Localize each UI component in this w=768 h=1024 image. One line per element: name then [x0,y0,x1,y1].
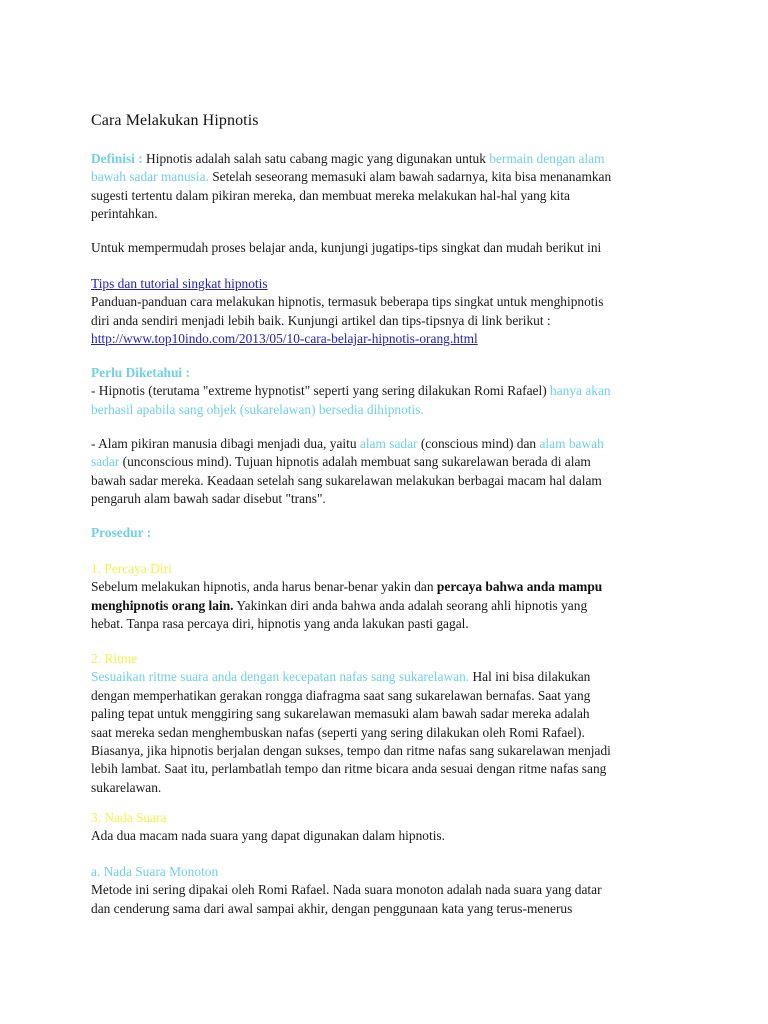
step-1-bold: percaya bahwa anda mampu [436,579,603,595]
step-2-text: Hal ini bisa dilakukan [469,669,591,685]
step-3a-heading: a. Nada Suara Monoton [91,864,219,879]
definition-label: Definisi : [91,151,143,166]
alam-text: - Alam pikiran manusia dibagi menjadi dua, yaitu [91,436,360,451]
step-2-text: sukarelawan. [91,779,162,795]
page-title: Cara Melakukan Hipnotis [91,112,259,129]
definition-text: Setelah seseorang memasuki alam bawah sadarnya, kita bisa menanamkan [208,169,612,185]
step-1-heading: 1. Percaya Diri [91,561,172,576]
intro-text: Untuk mempermudah proses belajar anda, kunjungi jugatips-tips singkat dan mudah berikut ini [91,240,602,255]
perlu-text: - Hipnotis (terutama "extreme hypnotist" seperti yang sering dilakukan Romi Rafael) [91,383,551,399]
definition-highlight: bermain dengan alam [489,151,605,166]
alam-text: bawah sadar mereka. Keadaan setelah sang sukarelawan melakukan berbagai macam hal dalam [91,472,602,488]
step-3-text: Ada dua macam nada suara yang dapat digunakan dalam hipnotis. [91,828,445,844]
article-url-link[interactable]: http://www.top10indo.com/2013/05/10-cara-belajar-hipnotis-orang.html [91,331,478,347]
step-3a-text: Metode ini sering dipakai oleh Romi Rafael. Nada suara monoton adalah nada suara yang datar [91,882,602,898]
step-1-text: hebat. Tanpa rasa percaya diri, hipnotis yang anda lakukan pasti gagal. [91,616,469,632]
alam-text: (unconscious mind). Tujuan hipnotis adalah membuat sang sukarelawan berada di alam [119,454,591,470]
prosedur-heading: Prosedur : [91,525,152,540]
step-2-text: lebih lambat. Saat itu, perlambatlah tempo dan ritme bicara anda sesuai dengan ritme nafas sang [91,761,607,777]
alam-bawah-highlight: sadar [91,454,120,470]
step-3a-text: dan cenderung sama dari awal sampai akhir, dengan penggunaan kata yang terus-menerus [91,900,573,916]
step-2-text: dengan memperhatikan gerakan rongga diafragma saat sang sukarelawan bernafas. Saat yang [91,687,591,703]
step-2-highlight: Sesuaikan ritme suara anda dengan kecepatan nafas sang sukarelawan. [91,669,470,685]
step-3-nada-suara [91,809,691,846]
intro-paragraph [91,239,691,257]
alam-pikiran-paragraph [91,435,691,509]
step-2-text: Biasanya, jika hipnotis berjalan dengan sukses, tempo dan ritme nafas sang sukarelawan menjadi [91,742,611,758]
tips-tutorial-link[interactable]: Tips dan tutorial singkat hipnotis [91,276,268,291]
alam-text: pengaruh alam bawah sadar disebut "trans". [91,491,326,507]
definition-text: sugesti tertentu dalam pikiran mereka, dan membuat mereka melakukan hal-hal yang kita [91,187,570,203]
step-1-bold: menghipnotis orang lain. [91,597,234,613]
prosedur-section [91,524,691,542]
step-2-ritme [91,650,691,797]
tips-text: Panduan-panduan cara melakukan hipnotis, termasuk beberapa tips singkat untuk menghipnotis [91,294,604,310]
step-3-heading: 3. Nada Suara [91,810,167,825]
definition-paragraph [91,150,691,224]
tips-text: diri anda sendiri menjadi lebih baik. Kunjungi artikel dan tips-tipsnya di link berikut : [91,312,551,328]
definition-text: Hipnotis adalah salah satu cabang magic yang digunakan untuk [142,151,490,166]
definition-highlight: bawah sadar manusia. [91,169,209,185]
definition-text: perintahkan. [91,206,158,222]
tips-paragraph [91,275,691,349]
step-3a-nada-monoton [91,863,691,918]
alam-text: (conscious mind) dan [417,436,540,451]
perlu-diketahui-section [91,364,691,419]
alam-sadar-highlight: alam sadar [359,436,418,451]
step-1-text: Yakinkan diri anda bahwa anda adalah seorang ahli hipnotis yang [233,597,588,613]
perlu-diketahui-heading: Perlu Diketahui : [91,365,190,380]
perlu-highlight: hanya akan [550,383,611,399]
step-2-text: paling tepat untuk menggiring sang sukarelawan memasuki alam bawah sadar mereka adalah [91,706,590,722]
step-2-heading: 2. Ritme [91,651,138,666]
step-1-text: Sebelum melakukan hipnotis, anda harus benar-benar yakin dan [91,579,437,595]
step-1-percaya-diri [91,560,691,634]
step-2-text: saat mereka sedan menghembuskan nafas (seperti yang sering dilakukan oleh Romi Rafael). [91,724,585,740]
perlu-highlight: berhasil apabila sang objek (sukarelawan) bersedia dihipnotis. [91,401,424,417]
alam-bawah-highlight: alam bawah [539,436,604,451]
